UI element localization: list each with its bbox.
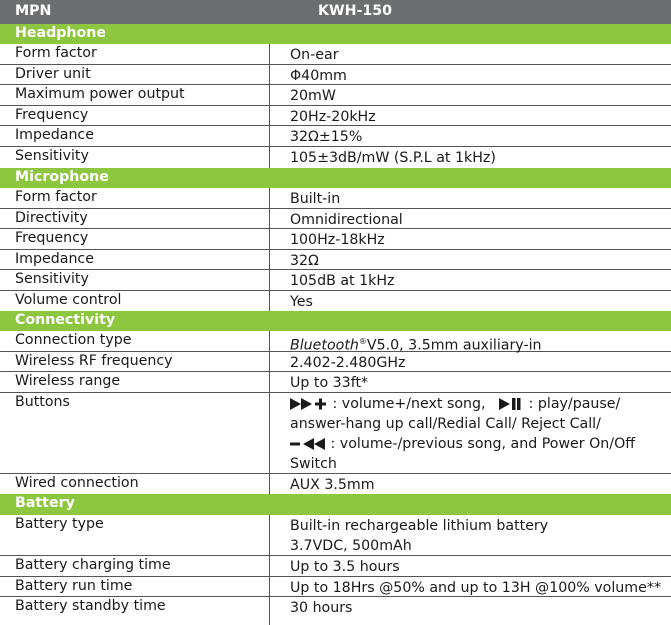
table-row [0, 85, 671, 106]
row-value: Up to 18Hrs @50% and up to 13H @100% volume** [290, 580, 662, 596]
section-microphone [0, 168, 671, 188]
row-label: Wireless range [15, 373, 121, 389]
buttons-play-pause-text: : play/pause/ [528, 396, 621, 412]
row-value: Yes [290, 294, 313, 310]
row-label: Volume control [15, 292, 122, 308]
row-label: Frequency [15, 230, 89, 246]
row-value: Built-in [290, 191, 341, 207]
table-row [0, 250, 671, 270]
row-value: 20Hz-20kHz [290, 109, 376, 125]
buttons-volume-down-text: : volume-/previous song, and Power On/Off [330, 436, 636, 452]
row-label: Battery charging time [15, 557, 171, 573]
row-value: 20mW [290, 88, 336, 104]
table-row-buttons [0, 393, 671, 474]
battery-voltage-line: 3.7VDC, 500mAh [290, 538, 412, 554]
table-row [0, 44, 671, 65]
table-row [0, 126, 671, 147]
row-label: Sensitivity [15, 271, 89, 287]
row-value: Omnidirectional [290, 212, 403, 228]
table-row [0, 209, 671, 229]
table-row [0, 515, 671, 556]
minus-rewind-icon [290, 437, 326, 451]
section-connectivity [0, 311, 671, 331]
table-row [0, 106, 671, 126]
fast-forward-plus-icon [290, 397, 328, 411]
row-value: 32Ω [290, 253, 319, 269]
buttons-switch-text: Switch [290, 456, 337, 472]
buttons-description [290, 394, 635, 474]
row-value: Up to 3.5 hours [290, 559, 400, 575]
row-label: Wired connection [15, 475, 139, 491]
row-value: 2.402-2.480GHz [290, 355, 406, 371]
row-label: Driver unit [15, 66, 91, 82]
row-value: 30 hours [290, 600, 353, 616]
row-value: 105dB at 1kHz [290, 273, 395, 289]
row-label: Wireless RF frequency [15, 353, 173, 369]
table-row [0, 556, 671, 577]
row-value: Φ40mm [290, 68, 347, 84]
table-row [0, 270, 671, 291]
row-label: Sensitivity [15, 148, 89, 164]
table-row [0, 147, 671, 168]
section-title: Battery [15, 495, 75, 511]
header-model: KWH-150 [318, 3, 393, 19]
row-label: Battery run time [15, 578, 133, 594]
row-value [290, 516, 548, 556]
table-row [0, 597, 671, 618]
row-label: Battery type [15, 516, 104, 532]
table-row [0, 291, 671, 311]
connection-detail: V5.0, 3.5mm auxiliary-in [366, 337, 542, 354]
table-row [0, 352, 671, 372]
table-row [0, 331, 671, 352]
row-label: Connection type [15, 332, 132, 348]
row-label: Maximum power output [15, 86, 185, 102]
row-value: 32Ω±15% [290, 129, 363, 145]
battery-type-line: Built-in rechargeable lithium battery [290, 518, 549, 534]
buttons-volume-up-text: : volume+/next song, [332, 396, 486, 412]
section-headphone [0, 24, 671, 44]
row-value: Up to 33ft* [290, 375, 369, 391]
table-row [0, 577, 671, 597]
table-row [0, 474, 671, 494]
table-row [0, 229, 671, 250]
table-row [0, 65, 671, 85]
section-battery [0, 494, 671, 515]
table-header [0, 0, 671, 24]
bluetooth-brand: Bluetooth [290, 337, 359, 354]
play-pause-icon [496, 397, 524, 411]
section-title: Microphone [15, 169, 109, 185]
section-title: Headphone [15, 25, 106, 41]
row-label: Buttons [15, 394, 70, 410]
row-label: Form factor [15, 189, 97, 205]
row-label: Battery standby time [15, 598, 166, 614]
table-row [0, 372, 671, 393]
row-label: Form factor [15, 45, 97, 61]
row-value: 105±3dB/mW (S.P.L at 1kHz) [290, 150, 496, 166]
section-title: Connectivity [15, 312, 116, 328]
row-label: Impedance [15, 127, 94, 143]
buttons-call-text: answer-hang up call/Redial Call/ Reject Call/ [290, 416, 601, 432]
row-value: 100Hz-18kHz [290, 232, 385, 248]
header-mpn: MPN [15, 3, 52, 19]
row-label: Directivity [15, 210, 88, 226]
row-label: Frequency [15, 107, 89, 123]
row-label: Impedance [15, 251, 94, 267]
registered-mark: ® [358, 337, 367, 346]
table-row [0, 188, 671, 209]
row-value: AUX 3.5mm [290, 477, 375, 493]
row-value: On-ear [290, 47, 339, 63]
